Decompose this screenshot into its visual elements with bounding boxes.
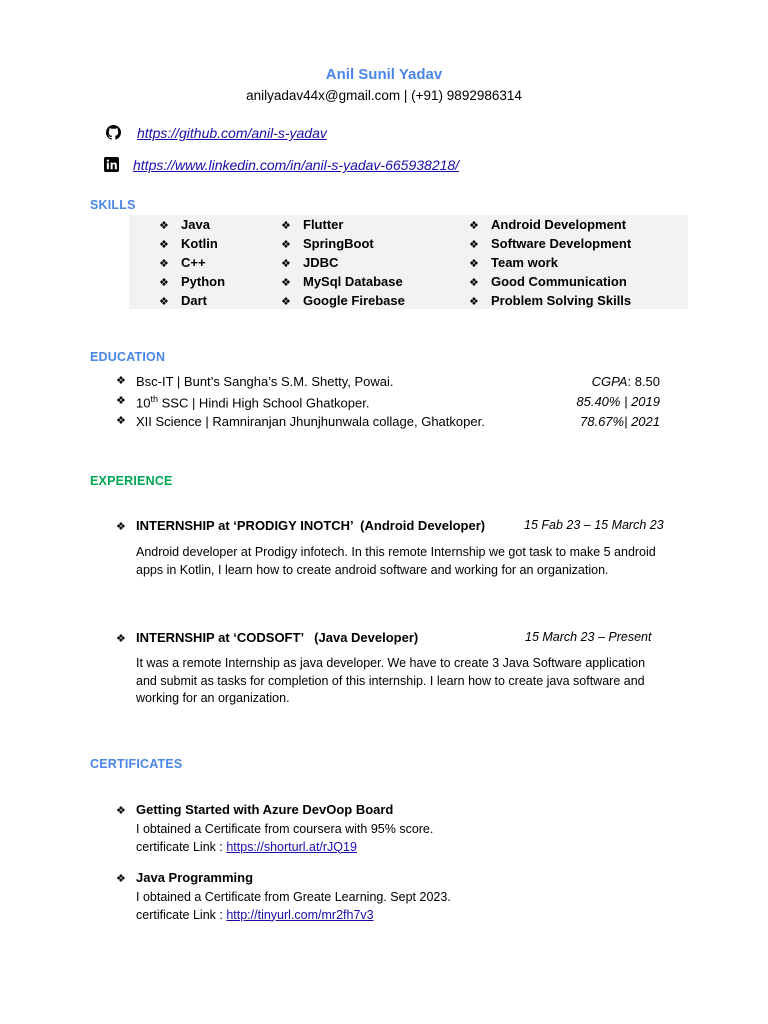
education-text: 10th SSC | Hindi High School Ghatkoper. — [136, 394, 370, 411]
skills-column-2 — [281, 215, 405, 310]
experience-description: It was a remote Internship as java developer. We have to create 3 Java Software application and submit as tasks for completion of this internship. I learn how to create java software and working for an organization. — [136, 656, 646, 705]
bullet-icon: ❖ — [281, 296, 291, 308]
email-text: anilyadav44x@gmail.com — [246, 88, 401, 103]
skill-item: ❖ SpringBoot — [281, 234, 405, 253]
bullet-icon: ❖ — [116, 873, 126, 885]
bullet-icon: ❖ — [159, 296, 169, 308]
skill-item: ❖ Dart — [159, 291, 225, 310]
linkedin-link[interactable]: https://www.linkedin.com/in/anil-s-yadav-665938218/ — [133, 157, 460, 173]
certificate-line: I obtained a Certificate from coursera with 95% score. — [136, 822, 434, 836]
education-title: EDUCATION — [90, 350, 166, 364]
bullet-icon: ❖ — [116, 521, 126, 533]
skills-column-3 — [469, 215, 631, 310]
education-score: CGPA: 8.50 — [591, 374, 660, 389]
experience-date: 15 Fab 23 – 15 March 23 — [524, 518, 664, 532]
bullet-icon: ❖ — [469, 220, 479, 232]
bullet-icon: ❖ — [116, 375, 126, 387]
linkedin-icon — [104, 157, 119, 172]
github-link[interactable]: https://github.com/anil-s-yadav — [137, 125, 327, 141]
experience-heading: ❖ INTERNSHIP at ‘PRODIGY INOTCH’ (Android Developer) — [116, 518, 486, 533]
education-text: Bsc-IT | Bunt’s Sangha’s S.M. Shetty, Powai. — [136, 374, 394, 389]
certificate-heading: ❖ Getting Started with Azure DevOop Board — [116, 802, 394, 817]
linkedin-row — [104, 157, 119, 177]
bullet-icon: ❖ — [469, 258, 479, 270]
bullet-icon: ❖ — [159, 239, 169, 251]
bullet-icon: ❖ — [159, 258, 169, 270]
skill-item: ❖ Java — [159, 215, 225, 234]
skill-item: ❖ Problem Solving Skills — [469, 291, 631, 310]
bullet-icon: ❖ — [116, 805, 126, 817]
github-icon — [106, 125, 121, 140]
education-row — [116, 414, 660, 434]
skill-item: ❖ Team work — [469, 253, 631, 272]
certificate-link-line: certificate Link : http://tinyurl.com/mr2fh7v3 — [136, 907, 374, 922]
skill-item: ❖ Good Communication — [469, 272, 631, 291]
skill-item: ❖ JDBC — [281, 253, 405, 272]
certificate-link-line: certificate Link : https://shorturl.at/rJQ19 — [136, 839, 357, 854]
education-row — [116, 374, 660, 394]
bullet-icon: ❖ — [159, 277, 169, 289]
skill-item: ❖ Android Development — [469, 215, 631, 234]
bullet-icon: ❖ — [469, 277, 479, 289]
skill-item: ❖ Software Development — [469, 234, 631, 253]
bullet-icon: ❖ — [281, 258, 291, 270]
certificate-line: I obtained a Certificate from Greate Learning. Sept 2023. — [136, 890, 451, 904]
education-score: 78.67%| 2021 — [580, 414, 660, 429]
certificate-link[interactable]: http://tinyurl.com/mr2fh7v3 — [226, 907, 374, 922]
bullet-icon: ❖ — [116, 395, 126, 407]
bullet-icon: ❖ — [469, 296, 479, 308]
skills-box — [129, 215, 688, 309]
certificate-link[interactable]: https://shorturl.at/rJQ19 — [226, 839, 357, 854]
phone-text: (+91) 9892986314 — [411, 88, 522, 103]
contact-line — [0, 88, 768, 103]
certificates-title: CERTIFICATES — [90, 757, 183, 771]
education-score: 85.40% | 2019 — [576, 394, 660, 409]
skill-item: ❖ MySql Database — [281, 272, 405, 291]
github-row — [106, 125, 121, 145]
certificate-details — [136, 889, 666, 924]
skill-item: ❖ Python — [159, 272, 225, 291]
experience-description: Android developer at Prodigy infotech. In this remote Internship we got task to make 5 android apps in Kotlin, I learn how to create android software and working for an organization. — [136, 545, 656, 577]
skill-item: ❖ C++ — [159, 253, 225, 272]
bullet-icon: ❖ — [281, 277, 291, 289]
bullet-icon: ❖ — [281, 220, 291, 232]
bullet-icon: ❖ — [159, 220, 169, 232]
skill-item: ❖ Flutter — [281, 215, 405, 234]
skill-item: ❖ Google Firebase — [281, 291, 405, 310]
candidate-name: Anil Sunil Yadav — [325, 66, 443, 83]
skill-item: ❖ Kotlin — [159, 234, 225, 253]
contact-separator: | — [400, 88, 412, 103]
education-row — [116, 394, 660, 414]
bullet-icon: ❖ — [469, 239, 479, 251]
skills-column-1 — [159, 215, 225, 310]
certificate-details — [136, 821, 666, 856]
education-text: XII Science | Ramniranjan Jhunjhunwala collage, Ghatkoper. — [136, 414, 485, 429]
experience-title: EXPERIENCE — [90, 474, 173, 488]
bullet-icon: ❖ — [281, 239, 291, 251]
experience-date: 15 March 23 – Present — [525, 630, 652, 644]
skills-title: SKILLS — [90, 198, 136, 212]
experience-heading: ❖ INTERNSHIP at ‘CODSOFT’ (Java Developer) — [116, 630, 419, 645]
bullet-icon: ❖ — [116, 633, 126, 645]
certificate-heading: ❖ Java Programming — [116, 870, 254, 885]
bullet-icon: ❖ — [116, 415, 126, 427]
